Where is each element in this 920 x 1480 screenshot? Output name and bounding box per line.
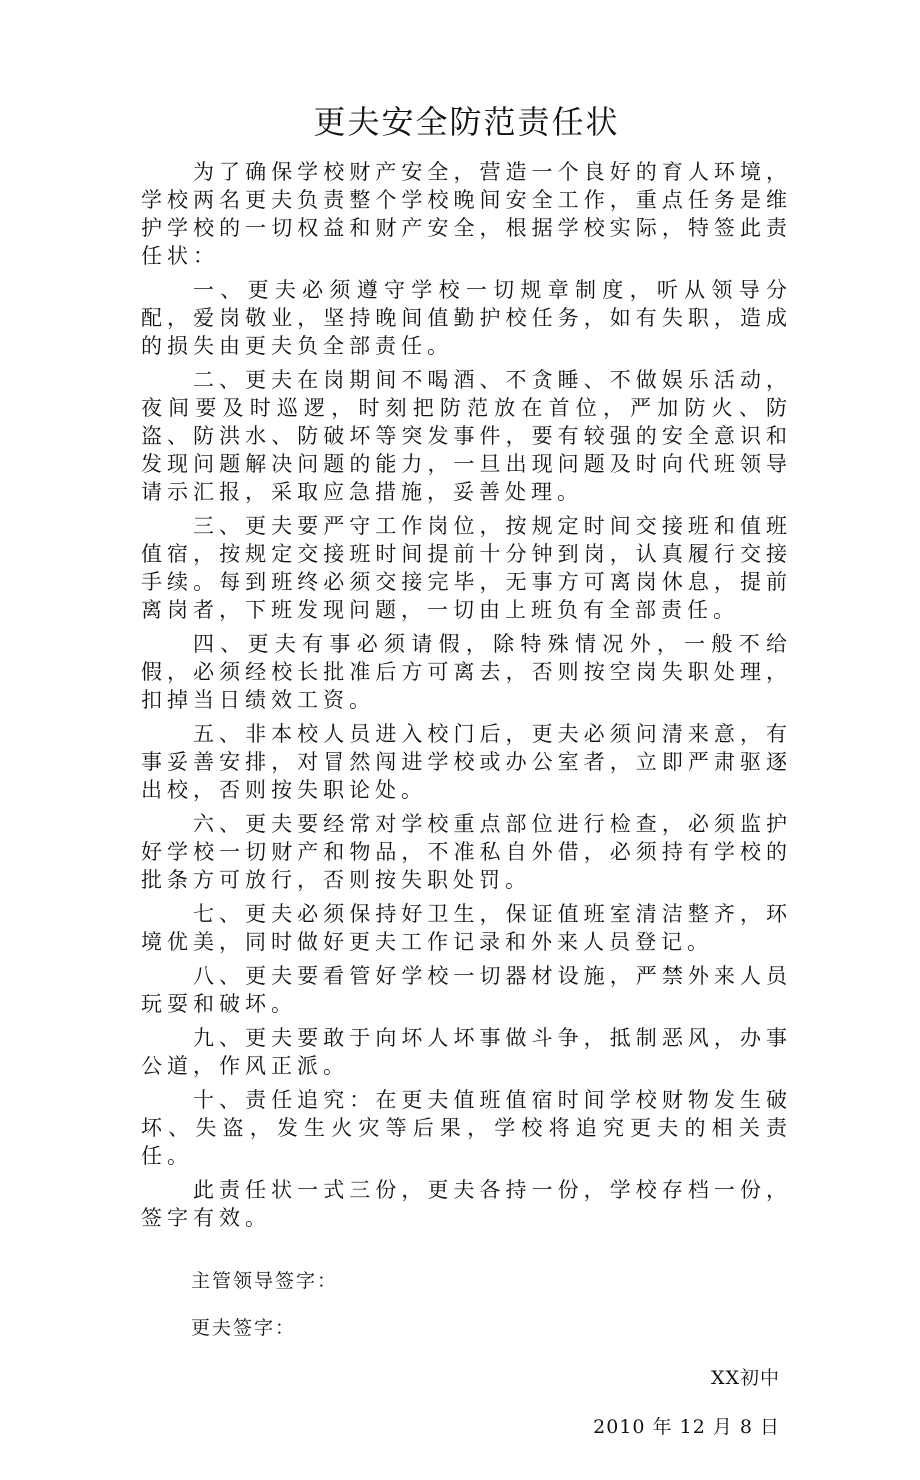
watchman-signature-label: 更夫签字： <box>191 1317 297 1339</box>
document-body <box>141 158 792 1232</box>
paragraph-clause-2: 二、更夫在岗期间不喝酒、不贪睡、不做娱乐活动，夜间要及时巡逻，时刻把防范放在首位，严加防火、防盗、防洪水、防破坏等突发事件，要有较强的安全意识和发现问题解决问题的能力，一旦出现问题及时向代班领导请示汇报，采取应急措施，妥善处理。 <box>141 368 792 504</box>
paragraph-intro: 为了确保学校财产安全，营造一个良好的育人环境，学校两名更夫负责整个学校晚间安全工作，重点任务是维护学校的一切权益和财产安全，根据学校实际，特签此责任状： <box>141 160 792 268</box>
paragraph-clause-9: 九、更夫要敢于向坏人坏事做斗争，抵制恶风，办事公道，作风正派。 <box>141 1026 792 1078</box>
paragraph-clause-4: 四、更夫有事必须请假，除特殊情况外，一般不给假，必须经校长批准后方可离去，否则按空岗失职处理，扣掉当日绩效工资。 <box>141 632 792 712</box>
document-title: 更夫安全防范责任状 <box>313 103 620 141</box>
paragraph-clause-10: 十、责任追究：在更夫值班值宿时间学校财物发生破坏、失盗，发生火灾等后果，学校将追究更夫的相关责任。 <box>141 1088 792 1168</box>
paragraph-closing: 此责任状一式三份，更夫各持一份，学校存档一份，签字有效。 <box>141 1178 792 1230</box>
paragraph-clause-7: 七、更夫必须保持好卫生，保证值班室清洁整齐，环境优美，同时做好更夫工作记录和外来人员登记。 <box>141 902 792 954</box>
paragraph-clause-1: 一、更夫必须遵守学校一切规章制度，听从领导分配，爱岗敬业，坚持晚间值勤护校任务，如有失职，造成的损失由更夫负全部责任。 <box>141 278 792 358</box>
paragraph-clause-5: 五、非本校人员进入校门后，更夫必须问清来意，有事妥善安排，对冒然闯进学校或办公室者，立即严肃驱逐出校，否则按失职论处。 <box>141 722 792 802</box>
paragraph-clause-3: 三、更夫要严守工作岗位，按规定时间交接班和值班值宿，按规定交接班时间提前十分钟到岗，认真履行交接手续。每到班终必须交接完毕，无事方可离岗休息，提前离岗者，下班发现问题，一切由上班负有全部责任。 <box>141 514 792 622</box>
document-date: 2010 年 12 月 8 日 <box>593 1416 780 1438</box>
leader-signature-label: 主管领导签字： <box>191 1270 339 1292</box>
paragraph-clause-6: 六、更夫要经常对学校重点部位进行检查，必须监护好学校一切财产和物品，不准私自外借，必须持有学校的批条方可放行，否则按失职处罚。 <box>141 812 792 892</box>
school-name: XX初中 <box>710 1367 780 1389</box>
paragraph-clause-8: 八、更夫要看管好学校一切器材设施，严禁外来人员玩耍和破坏。 <box>141 964 792 1016</box>
